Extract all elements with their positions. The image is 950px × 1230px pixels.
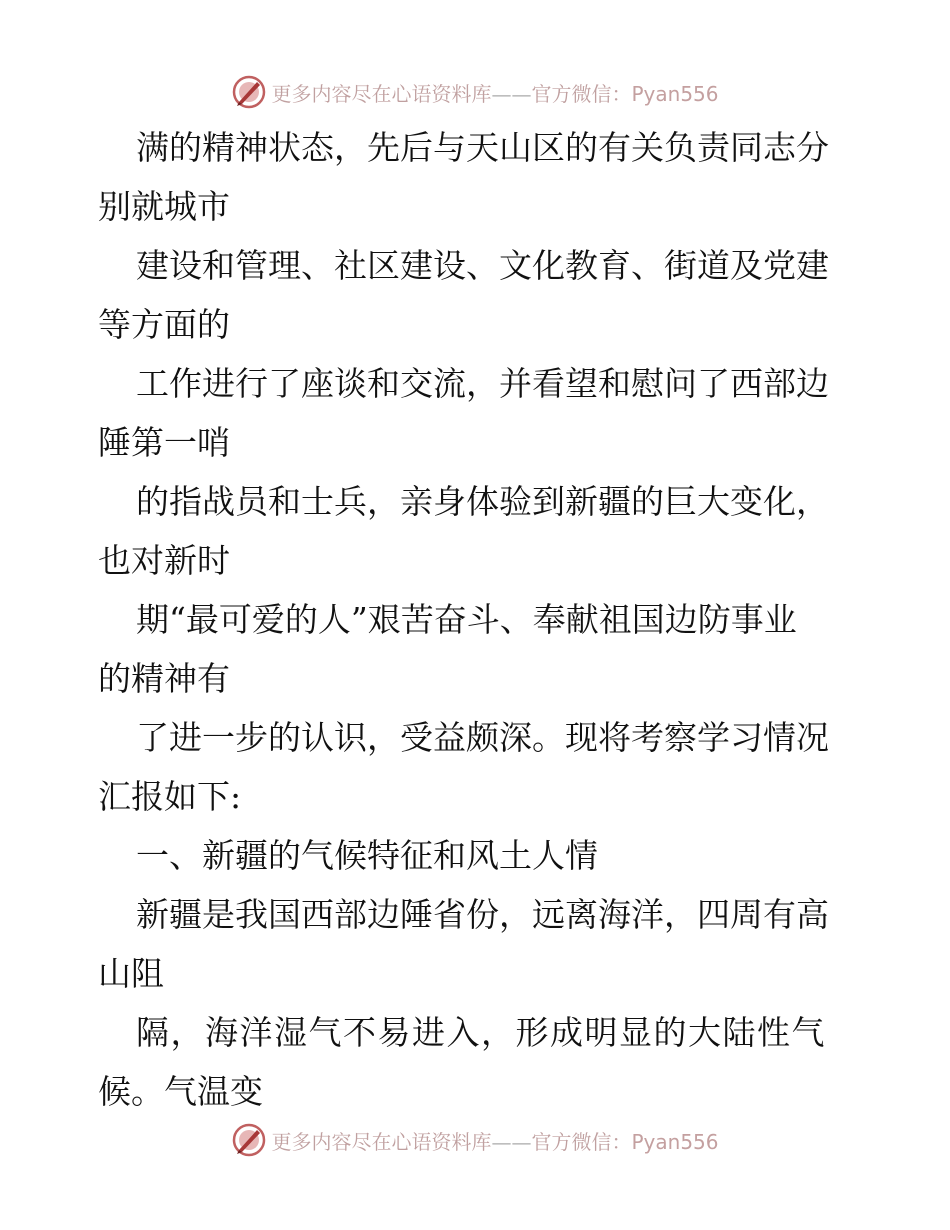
section-heading: 一、新疆的气候特征和风土人情 xyxy=(136,836,598,875)
pen-circle-logo-icon xyxy=(231,74,267,110)
text-line: 陲第一哨 xyxy=(98,423,230,462)
watermark-dash: —— xyxy=(491,1129,532,1154)
text-line: 了进一步的认识，受益颇深。现将考察学习情况 xyxy=(136,718,829,757)
watermark-brand: 更多内容尽在心语资料库 xyxy=(271,81,492,106)
watermark-footer xyxy=(0,1118,950,1162)
pen-circle-logo-icon xyxy=(231,1122,267,1158)
text-line: 工作进行了座谈和交流，并看望和慰问了西部边 xyxy=(136,364,829,403)
text-line: 新疆是我国西部边陲省份，远离海洋，四周有高 xyxy=(136,895,829,934)
text-line: 汇报如下: xyxy=(98,777,242,816)
document-body xyxy=(98,118,858,1121)
text-line: 等方面的 xyxy=(98,305,230,344)
text-line: 隔，海洋湿气不易进入，形成明显的大陆性气 xyxy=(136,1013,826,1052)
watermark-contact-label: 官方微信： xyxy=(531,81,632,106)
watermark-contact-label: 官方微信： xyxy=(531,1129,632,1154)
text-line: 的指战员和士兵，亲身体验到新疆的巨大变化， xyxy=(136,482,829,521)
watermark-contact-id: Pyan556 xyxy=(631,1129,719,1154)
text-line: 建设和管理、社区建设、文化教育、街道及党建 xyxy=(136,246,829,285)
text-line: 山阻 xyxy=(98,954,164,993)
text-line: 也对新时 xyxy=(98,541,230,580)
text-line: 期“最可爱的人”艰苦奋斗、奉献祖国边防事业 xyxy=(136,600,797,639)
watermark-contact-id: Pyan556 xyxy=(631,81,719,106)
watermark-header xyxy=(0,70,950,114)
text-line: 别就城市 xyxy=(98,187,230,226)
text-line: 的精神有 xyxy=(98,659,230,698)
watermark-dash: —— xyxy=(491,81,532,106)
watermark-brand: 更多内容尽在心语资料库 xyxy=(271,1129,492,1154)
watermark-text xyxy=(271,1126,718,1155)
text-line: 候。气温变 xyxy=(98,1072,263,1111)
watermark-text xyxy=(271,78,718,107)
text-line: 满的精神状态，先后与天山区的有关负责同志分 xyxy=(136,128,829,167)
